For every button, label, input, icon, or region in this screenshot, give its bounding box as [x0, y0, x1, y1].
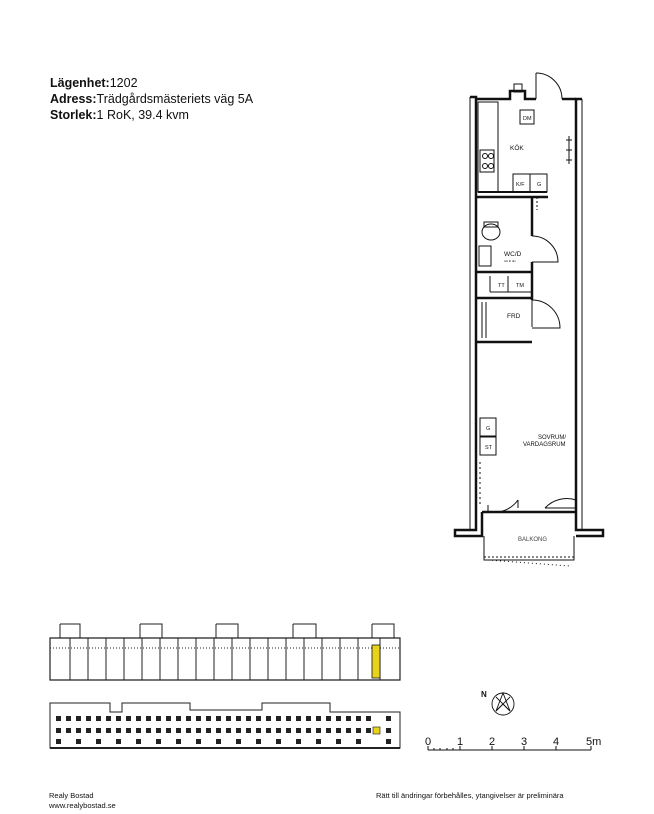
north-compass-icon — [492, 693, 514, 715]
label-st: ST — [485, 445, 493, 451]
label-balcony: BALKONG — [518, 537, 548, 543]
footer-website: www.realybostad.se — [49, 801, 116, 810]
scale-tick-2: 2 — [489, 736, 496, 748]
scale-tick-0: 0 — [425, 736, 432, 748]
building-overview-plan — [50, 624, 400, 680]
scale-tick-3: 3 — [521, 736, 528, 748]
apartment-number-label: Lägenhet: — [50, 76, 110, 90]
size-label: Storlek: — [50, 108, 97, 122]
label-bathroom-note: tvtt lit dm — [504, 259, 517, 263]
address-label: Adress: — [50, 92, 97, 106]
scale-ticks — [425, 736, 601, 748]
building-elevation — [50, 703, 400, 748]
scale-tick-1: 1 — [457, 736, 464, 748]
label-tm: TM — [516, 283, 524, 289]
scale-bar — [428, 746, 591, 750]
footer-disclaimer: Rätt till ändringar förbehålles, ytangivelser är preliminära — [376, 791, 564, 800]
highlighted-unit-plan — [372, 645, 380, 678]
apartment-number-value: 1202 — [109, 76, 138, 90]
apartment-floor-plan — [455, 73, 603, 566]
highlighted-unit-elevation — [373, 727, 380, 734]
room-labels — [485, 116, 566, 543]
address-value: Trädgårdsmästeriets väg 5A — [96, 92, 254, 106]
label-tt: TT — [498, 283, 505, 289]
label-living-2: VARDAGSRUM — [523, 442, 566, 448]
label-g-kitchen: G — [537, 182, 542, 188]
label-kf: K/F — [516, 182, 525, 188]
elevation-windows — [56, 716, 391, 744]
label-kitchen: KÖK — [510, 145, 524, 152]
scale-tick-4: 4 — [553, 736, 560, 748]
label-diskmaskin: DM — [523, 116, 532, 122]
footer-company: Realy Bostad — [49, 791, 94, 800]
label-living-1: SOVRUM/ — [538, 435, 567, 441]
size-value: 1 RoK, 39.4 kvm — [96, 108, 189, 122]
label-storage: FRD — [507, 313, 521, 320]
label-bathroom: WC/D — [504, 251, 522, 258]
footer-company-block — [49, 791, 116, 811]
compass-north-label: N — [481, 690, 487, 699]
label-g-living: G — [486, 426, 491, 432]
scale-tick-5: 5m — [586, 736, 602, 748]
